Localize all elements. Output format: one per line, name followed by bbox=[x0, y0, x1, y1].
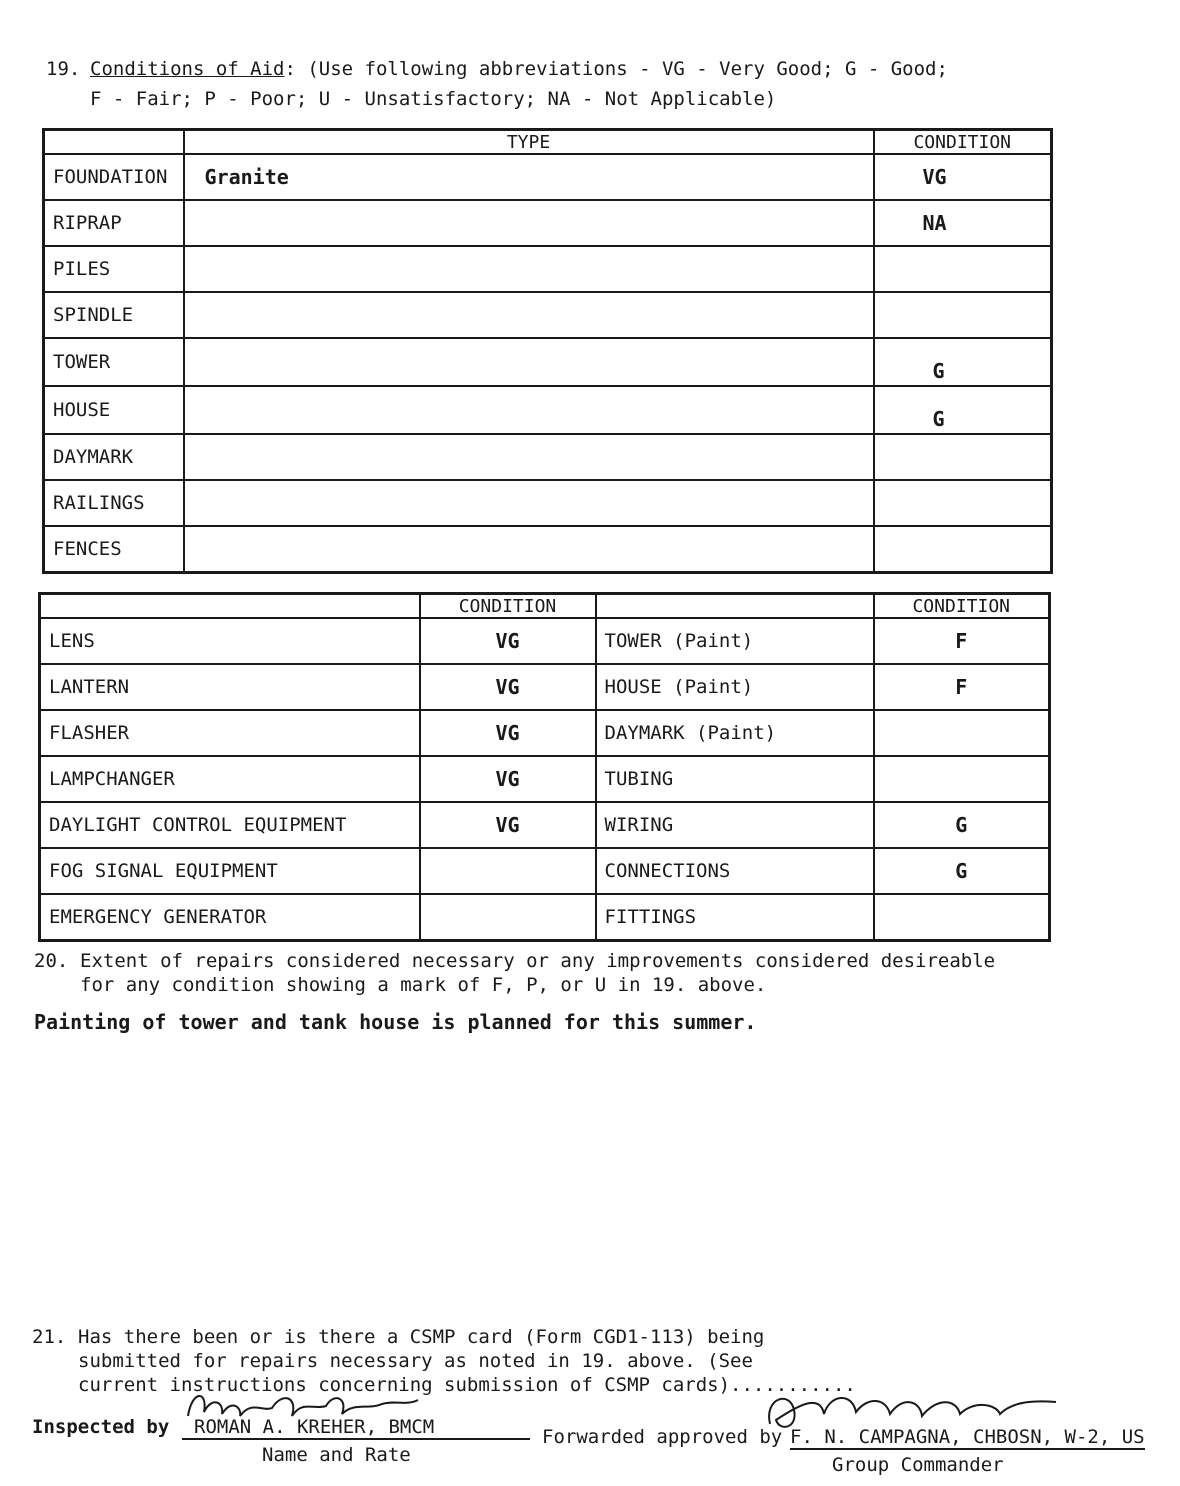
table-row bbox=[40, 710, 1050, 756]
section-20-answer: Painting of tower and tank house is planned for this summer. bbox=[34, 1010, 757, 1034]
right-label: WIRING bbox=[596, 802, 874, 848]
left-condition-value: VG bbox=[420, 710, 596, 756]
row-condition-value bbox=[874, 526, 1052, 573]
section-21-line3: current instructions concerning submission of CSMP cards)........... bbox=[78, 1374, 856, 1396]
row-label: SPINDLE bbox=[44, 292, 184, 338]
section-21-line2: submitted for repairs necessary as noted in 19. above. (See bbox=[78, 1350, 753, 1372]
right-condition-value bbox=[874, 756, 1050, 802]
row-condition-value bbox=[874, 434, 1052, 480]
left-condition-value: VG bbox=[420, 802, 596, 848]
section-19-number: 19. bbox=[46, 58, 81, 80]
table-header-row bbox=[44, 130, 1052, 155]
structure-conditions-table bbox=[42, 128, 1053, 574]
right-condition-value: F bbox=[874, 664, 1050, 710]
header-condition-right: CONDITION bbox=[874, 594, 1050, 619]
row-label: FOUNDATION bbox=[44, 154, 184, 200]
row-label: RIPRAP bbox=[44, 200, 184, 246]
right-condition-value bbox=[874, 894, 1050, 941]
row-type-value bbox=[184, 292, 874, 338]
header-blank-right bbox=[596, 594, 874, 619]
row-label: HOUSE bbox=[44, 386, 184, 434]
row-condition-value: VG bbox=[874, 154, 1052, 200]
table-row bbox=[44, 292, 1052, 338]
table-row bbox=[44, 386, 1052, 434]
left-label: FLASHER bbox=[40, 710, 420, 756]
left-condition-value: VG bbox=[420, 618, 596, 664]
left-condition-value bbox=[420, 894, 596, 941]
inspector-name: ROMAN A. KREHER, BMCM bbox=[182, 1416, 530, 1440]
table-row bbox=[44, 246, 1052, 292]
row-condition-value: G bbox=[874, 338, 1052, 386]
header-condition: CONDITION bbox=[874, 130, 1052, 155]
row-condition-value bbox=[874, 480, 1052, 526]
right-condition-value: G bbox=[874, 802, 1050, 848]
row-type-value bbox=[184, 246, 874, 292]
header-type: TYPE bbox=[184, 130, 874, 155]
row-type-value bbox=[184, 200, 874, 246]
row-label: TOWER bbox=[44, 338, 184, 386]
table-row bbox=[40, 664, 1050, 710]
table-row bbox=[40, 618, 1050, 664]
section-19-line1 bbox=[90, 58, 948, 80]
table-row bbox=[44, 480, 1052, 526]
left-condition-value: VG bbox=[420, 756, 596, 802]
section-20-line2: for any condition showing a mark of F, P, or U in 19. above. bbox=[80, 974, 767, 996]
right-label: HOUSE (Paint) bbox=[596, 664, 874, 710]
header-blank-cell bbox=[44, 130, 184, 155]
right-label: CONNECTIONS bbox=[596, 848, 874, 894]
row-type-value bbox=[184, 526, 874, 573]
table-row bbox=[44, 154, 1052, 200]
section-19-heading: Conditions of Aid bbox=[90, 58, 285, 80]
right-label: TOWER (Paint) bbox=[596, 618, 874, 664]
section-20-number: 20. bbox=[34, 950, 69, 972]
row-type-value bbox=[184, 386, 874, 434]
forwarded-approved-label: Forwarded approved by bbox=[542, 1426, 783, 1448]
table-row bbox=[44, 526, 1052, 573]
table-row bbox=[44, 338, 1052, 386]
section-19-instructions-line1: : (Use following abbreviations - VG - Very Good; G - Good; bbox=[284, 58, 948, 80]
section-20-line1: Extent of repairs considered necessary or any improvements considered desireable bbox=[80, 950, 996, 972]
row-label: RAILINGS bbox=[44, 480, 184, 526]
group-commander-label: Group Commander bbox=[832, 1454, 1004, 1476]
row-type-value bbox=[184, 434, 874, 480]
row-condition-value bbox=[874, 292, 1052, 338]
left-label: LANTERN bbox=[40, 664, 420, 710]
section-21-line1: Has there been or is there a CSMP card (Form CGD1-113) being bbox=[78, 1326, 765, 1348]
right-label: DAYMARK (Paint) bbox=[596, 710, 874, 756]
name-and-rate-label: Name and Rate bbox=[262, 1444, 411, 1466]
row-type-value bbox=[184, 338, 874, 386]
row-label: PILES bbox=[44, 246, 184, 292]
left-label: DAYLIGHT CONTROL EQUIPMENT bbox=[40, 802, 420, 848]
row-condition-value bbox=[874, 246, 1052, 292]
left-label: EMERGENCY GENERATOR bbox=[40, 894, 420, 941]
table-row bbox=[40, 756, 1050, 802]
left-label: LENS bbox=[40, 618, 420, 664]
section-19-instructions-line2: F - Fair; P - Poor; U - Unsatisfactory; NA - Not Applicable) bbox=[90, 88, 777, 110]
table-row bbox=[40, 894, 1050, 941]
commander-name: F. N. CAMPAGNA, CHBOSN, W-2, US bbox=[790, 1426, 1145, 1448]
row-label: DAYMARK bbox=[44, 434, 184, 480]
inspected-by-label: Inspected by bbox=[32, 1416, 170, 1438]
row-condition-value: NA bbox=[874, 200, 1052, 246]
right-condition-value bbox=[874, 710, 1050, 756]
table-row bbox=[44, 434, 1052, 480]
right-condition-value: F bbox=[874, 618, 1050, 664]
header-blank-left bbox=[40, 594, 420, 619]
table-row bbox=[40, 802, 1050, 848]
table-row bbox=[40, 848, 1050, 894]
left-condition-value bbox=[420, 848, 596, 894]
table-row bbox=[44, 200, 1052, 246]
header-condition-left: CONDITION bbox=[420, 594, 596, 619]
row-condition-value: G bbox=[874, 386, 1052, 434]
left-label: FOG SIGNAL EQUIPMENT bbox=[40, 848, 420, 894]
right-label: FITTINGS bbox=[596, 894, 874, 941]
row-type-value: Granite bbox=[184, 154, 874, 200]
equipment-conditions-table bbox=[38, 592, 1051, 942]
row-type-value bbox=[184, 480, 874, 526]
right-condition-value: G bbox=[874, 848, 1050, 894]
section-21-number: 21. bbox=[32, 1326, 67, 1348]
row-label: FENCES bbox=[44, 526, 184, 573]
right-label: TUBING bbox=[596, 756, 874, 802]
left-label: LAMPCHANGER bbox=[40, 756, 420, 802]
table-header-row bbox=[40, 594, 1050, 619]
left-condition-value: VG bbox=[420, 664, 596, 710]
